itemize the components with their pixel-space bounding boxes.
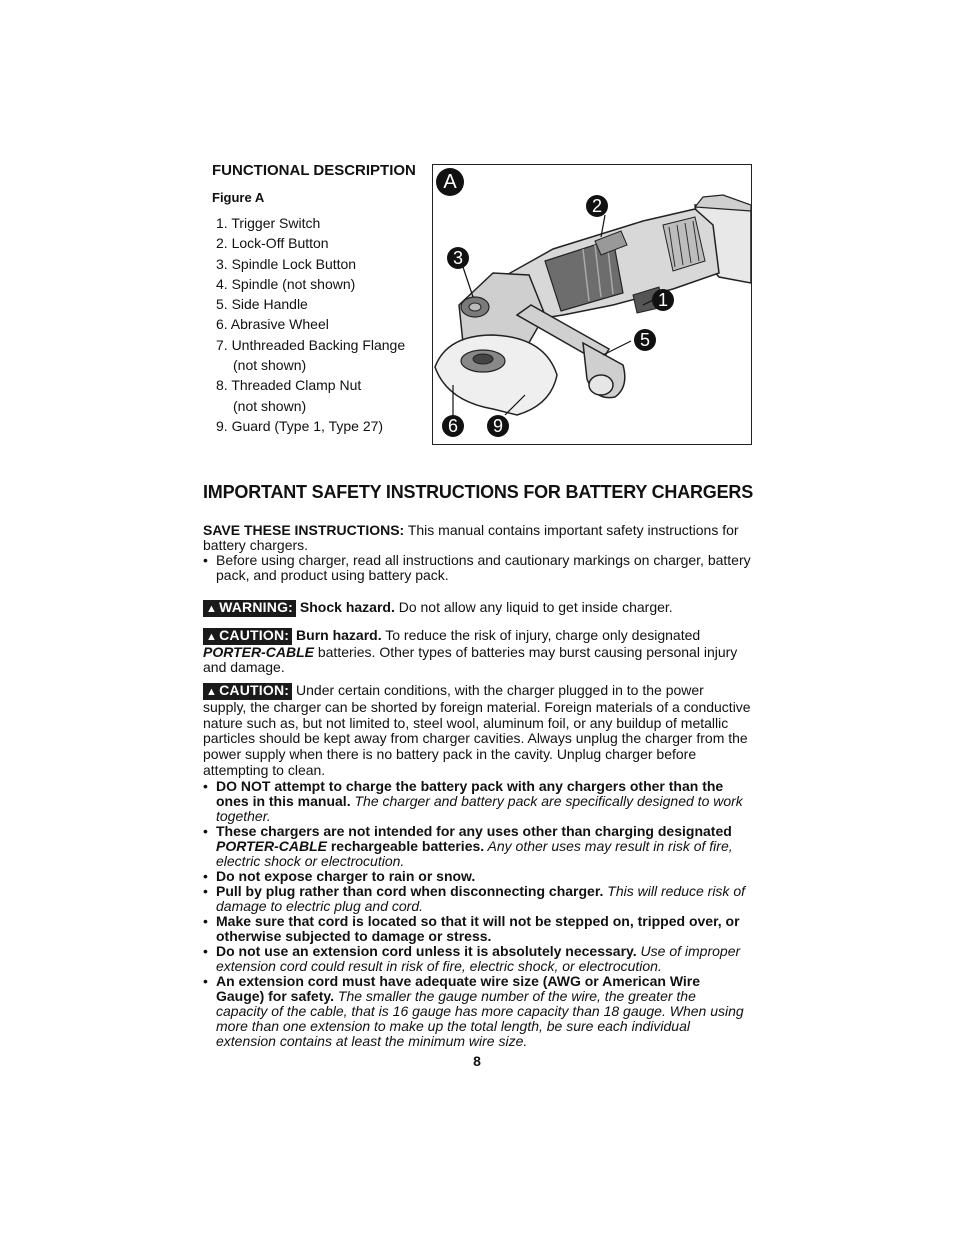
warning-paragraph (203, 600, 751, 617)
bullet-italic-text: Any other uses may result in risk of fire, electric shock or electrocution. (216, 837, 733, 869)
list-item: 7. Unthreaded Backing Flange (216, 336, 406, 353)
list-item: 4. Spindle (not shown) (216, 275, 356, 292)
callout-3: 3 (447, 247, 469, 269)
save-instructions-paragraph (203, 523, 751, 553)
list-item: 6. Abrasive Wheel (216, 316, 329, 333)
alert-triangle-icon: ▲ (206, 631, 218, 643)
brand-name: PORTER-CABLE (203, 644, 314, 660)
bullet-bold-text: DO NOT attempt to charge the battery pack with any chargers other than the ones in this manual. (216, 777, 724, 809)
safety-section-title: IMPORTANT SAFETY INSTRUCTIONS FOR BATTERY CHARGERS (203, 482, 754, 502)
list-item: 2. Lock-Off Button (216, 235, 329, 252)
list-item (203, 944, 751, 974)
callout-9: 9 (487, 415, 509, 437)
bullet-italic-text: The charger and battery pack are specifically designed to work together. (216, 792, 743, 824)
list-item: • Before using charger, read all instructions and cautionary markings on charger, battery pack, and product using battery pack. (203, 553, 751, 583)
bullet-italic-text: Use of improper extension cord could result in risk of fire, electric shock, or electrocution. (216, 942, 741, 974)
caution-paragraph (203, 683, 751, 779)
callout-6: 6 (442, 415, 464, 437)
bullet-bold-text: An extension cord must have adequate wire size (AWG or American Wire Gauge) for safety. (216, 972, 701, 1004)
list-item: 1. Trigger Switch (216, 215, 321, 231)
warning-text: Do not allow any liquid to get inside charger. (394, 599, 673, 615)
caution-badge-label: CAUTION: (219, 682, 290, 698)
bullet-bold-text: Pull by plug rather than cord when disconnecting charger. (216, 882, 604, 899)
callout-1: 1 (652, 289, 674, 311)
caution-badge (203, 628, 292, 645)
bullet-bold-text: Do not expose charger to rain or snow. (216, 867, 476, 884)
bullet-bold-text: Do not use an extension cord unless it is absolutely necessary. (216, 942, 637, 959)
callout-2: 2 (586, 195, 608, 217)
bullet-italic-text: This will reduce risk of damage to electric plug and cord. (216, 882, 745, 914)
list-item: (not shown) (233, 397, 307, 414)
list-item (203, 779, 751, 824)
list-item (203, 869, 751, 884)
caution-text: batteries. Other types of batteries may burst causing personal injury and damage. (203, 644, 738, 675)
caution-text: To reduce the risk of injury, charge only designated (381, 627, 701, 643)
list-item: 3. Spindle Lock Button (216, 255, 357, 272)
bullet-bold-text: These chargers are not intended for any uses other than charging designated (216, 822, 732, 839)
caution-badge-label: CAUTION: (219, 627, 290, 643)
caution-text: Under certain conditions, with the charger plugged in to the power supply, the charger can be shorted by foreign material. Foreign materials of a conductive nature such as, but not limited to, steel wool, aluminum foil, or any buildup of metallic particles should be kept away from charger cavities. Always unplug the charger from the power supply when there is no battery pack in the cavity. Unplug charger before attempting to clean. (203, 682, 751, 778)
warning-badge (203, 600, 296, 617)
caution-paragraph (203, 628, 751, 675)
alert-triangle-icon: ▲ (206, 603, 218, 615)
warning-badge-label: WARNING: (219, 599, 294, 615)
figure-letter-badge: A (436, 168, 464, 196)
bullet-bold-text: rechargeable batteries. (326, 837, 485, 854)
parts-list (216, 213, 431, 436)
functional-description-heading: FUNCTIONAL DESCRIPTION (212, 162, 416, 179)
list-item (203, 914, 751, 944)
save-label: SAVE THESE INSTRUCTIONS: (203, 522, 405, 538)
alert-triangle-icon: ▲ (206, 686, 218, 698)
list-item: 8. Threaded Clamp Nut (216, 377, 362, 394)
save-text: This manual contains important safety instructions for battery chargers. (203, 522, 739, 553)
list-item: (not shown) (233, 357, 307, 374)
callout-5: 5 (634, 329, 656, 351)
caution-badge (203, 683, 292, 700)
warning-bold-text: Shock hazard. (299, 599, 395, 615)
figure-label: Figure A (212, 190, 265, 205)
figure-a-illustration (432, 164, 752, 445)
caution-bold-text: Burn hazard. (296, 627, 382, 643)
brand-name: PORTER-CABLE (216, 837, 327, 854)
list-item (203, 884, 751, 914)
list-item (203, 824, 751, 869)
safety-body (203, 523, 751, 1049)
bullet-bold-text: Make sure that cord is located so that it will not be stepped on, tripped over, or otherwise subjected to damage or stress. (216, 912, 740, 944)
bullet-italic-text: The smaller the gauge number of the wire, the greater the capacity of the cable, that is 16 gauge has more capacity than 18 gauge. When using more than one extension to make up the total length, be sure each individual extension contains at least the minimum wire size. (216, 987, 744, 1049)
list-item: 9. Guard (Type 1, Type 27) (216, 417, 384, 434)
list-item (203, 974, 751, 1049)
page-number: 8 (473, 1053, 481, 1069)
list-item: 5. Side Handle (216, 296, 308, 313)
